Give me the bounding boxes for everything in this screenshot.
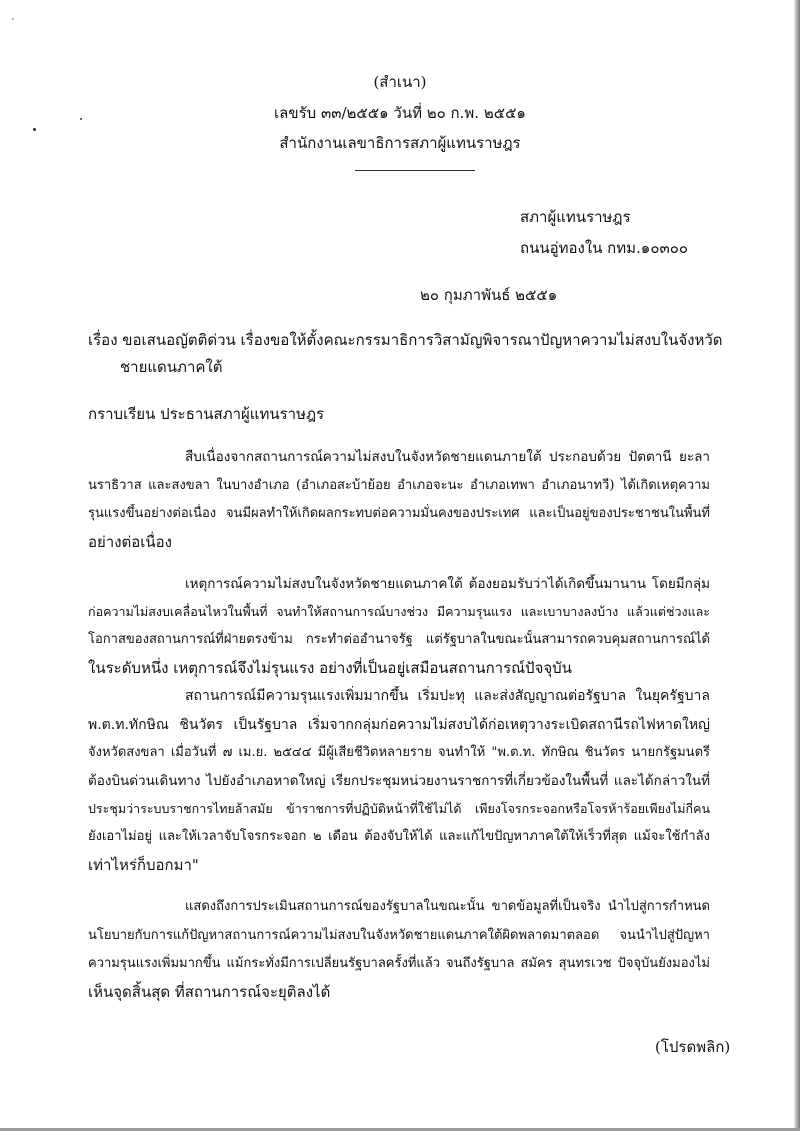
paragraph-3-line: ยังเอาไม่อยู่ และให้เวลาจับโจรกระจอก ๒ เดือน ต้องจับให้ได้ และแก้ไขปัญหาภาคใต้ให้เร็วที่สุด แม้จะใช้กำลัง — [88, 829, 710, 844]
paragraph-2-line: ในระดับหนึ่ง เหตุการณ์จึงไม่รุนแรง อย่างที่เป็นอยู่เสมือนสถานการณ์ปัจจุบัน — [88, 659, 572, 677]
please-turn-over-note: (โปรดพลิก) — [655, 1038, 731, 1056]
paragraph-4-line: แสดงถึงการประเมินสถานการณ์ของรัฐบาลในขณะนั้น ขาดข้อมูลที่เป็นจริง นำไปสู่การกำหนด — [185, 899, 710, 914]
header-divider — [355, 170, 475, 171]
paragraph-1-line: นราธิวาส และสงขลา ในบางอำเภอ (อำเภอสะบ้าย้อย อำเภอจะนะ อำเภอเทพา อำเภอนาทวี) ได้เกิดเหตุความ — [88, 478, 710, 493]
paragraph-1-line: สืบเนื่องจากสถานการณ์ความไม่สงบในจังหวัดชายแดนภายใต้ ประกอบด้วย ปัตตานี ยะลา — [185, 449, 710, 465]
paragraph-4-line: เห็นจุดสิ้นสุด ที่สถานการณ์จะยุติลงได้ — [88, 983, 331, 1001]
office-name: สำนักงานเลขาธิการสภาผู้แทนราษฎร — [279, 134, 521, 152]
letter-date: ๒๐ กุมภาพันธ์ ๒๕๕๑ — [420, 286, 558, 304]
paragraph-2-line: เหตุการณ์ความไม่สงบในจังหวัดชายแดนภาคใต้ ต้องยอมรับว่าได้เกิดขึ้นมานาน โดยมีกลุ่ม — [185, 576, 710, 592]
paragraph-3-line: ประชุมว่าระบบราชการไทยล้าสมัย ข้าราชการที่ปฏิบัติหน้าที่ใช้ไม่ได้ เพียงโจรกระจอกหรือโจรห้าร้อยเพียงไม่กี่คน — [88, 801, 710, 816]
paragraph-4-line: ความรุนแรงเพิ่มมากขึ้น แม้กระทั่งมีการเปลี่ยนรัฐบาลครั้งที่แล้ว จนถึงรัฐบาล สมัคร สุนทรเวช ปัจจุบันยังมองไม่ — [88, 956, 710, 971]
paragraph-3-line: สถานการณ์มีความรุนแรงเพิ่มมากขึ้น เริ่มปะทุ และส่งสัญญาณต่อรัฐบาล ในยุครัฐบาล — [185, 688, 710, 704]
paragraph-3-line: จังหวัดสงขลา เมื่อวันที่ ๗ เม.ย. ๒๕๔๔ มีผู้เสียชีวิตหลายราย จนทำให้ "พ.ต.ท. ทักษิณ ชินวัตร นายกรัฐมนตรี — [88, 745, 710, 760]
sender-name: สภาผู้แทนราษฎร — [520, 208, 631, 226]
paragraph-1-line: อย่างต่อเนื่อง — [88, 533, 173, 551]
copy-mark: (สำเนา) — [373, 73, 427, 91]
paragraph-2-line: ก่อความไม่สงบเคลื่อนไหวในพื้นที่ จนทำให้สถานการณ์บางช่วง มีความรุนแรง และเบาบางลงบ้าง แล้วแต่ช่วงและ — [88, 604, 710, 619]
paragraph-1-line: รุนแรงขึ้นอย่างต่อเนื่อง จนมีผลทำให้เกิดผลกระทบต่อความมั่นคงของประเทศ และเป็นอยู่ของประชาชนในพื้นที่ — [88, 506, 710, 521]
salutation: กราบเรียน ประธานสภาผู้แทนราษฎร — [88, 405, 325, 423]
received-number: เลขรับ ๓๓/๒๕๕๑ วันที่ ๒๐ ก.พ. ๒๕๕๑ — [274, 104, 526, 122]
scan-speck — [33, 128, 36, 131]
sender-address: ถนนอู่ทองใน กทม.๑๐๓๐๐ — [520, 239, 689, 257]
paragraph-4-line: นโยบายกับการแก้ปัญหาสถานการณ์ความไม่สงบในจังหวัดชายแดนภาคใต้ผิดพลาดมาตลอด จนนำไปสู่ปัญหา — [88, 928, 710, 943]
subject-line-1: เรื่อง ขอเสนอญัตติด่วน เรื่องขอให้ตั้งคณะกรรมาธิการวิสามัญพิจารณาปัญหาความไม่สงบในจังหวัด — [88, 331, 723, 349]
paragraph-3-line: ต้องบินด่วนเดินทาง ไปยังอำเภอหาดใหญ่ เรียกประชุมหน่วยงานราชการที่เกี่ยวข้องในพื้นที่ และได้กล่าวในที่ — [88, 773, 710, 789]
subject-line-2: ชายแดนภาคใต้ — [120, 358, 223, 376]
paragraph-3-line: พ.ต.ท.ทักษิณ ชินวัตร เป็นรัฐบาล เริ่มจากกลุ่มก่อความไม่สงบได้ก่อเหตุวางระเบิดสถานีรถไฟหาดใหญ่ — [88, 717, 710, 733]
paragraph-3-line: เท่าไหร่ก็บอกมา" — [88, 856, 199, 874]
paragraph-2-line: โอกาสของสถานการณ์ที่ฝ่ายตรงข้าม กระทำต่ออำนาจรัฐ แต่รัฐบาลในขณะนั้นสามารถควบคุมสถานการณ์ได้ — [88, 632, 710, 647]
scan-speck — [12, 18, 14, 20]
scan-edge-right — [794, 0, 800, 1131]
